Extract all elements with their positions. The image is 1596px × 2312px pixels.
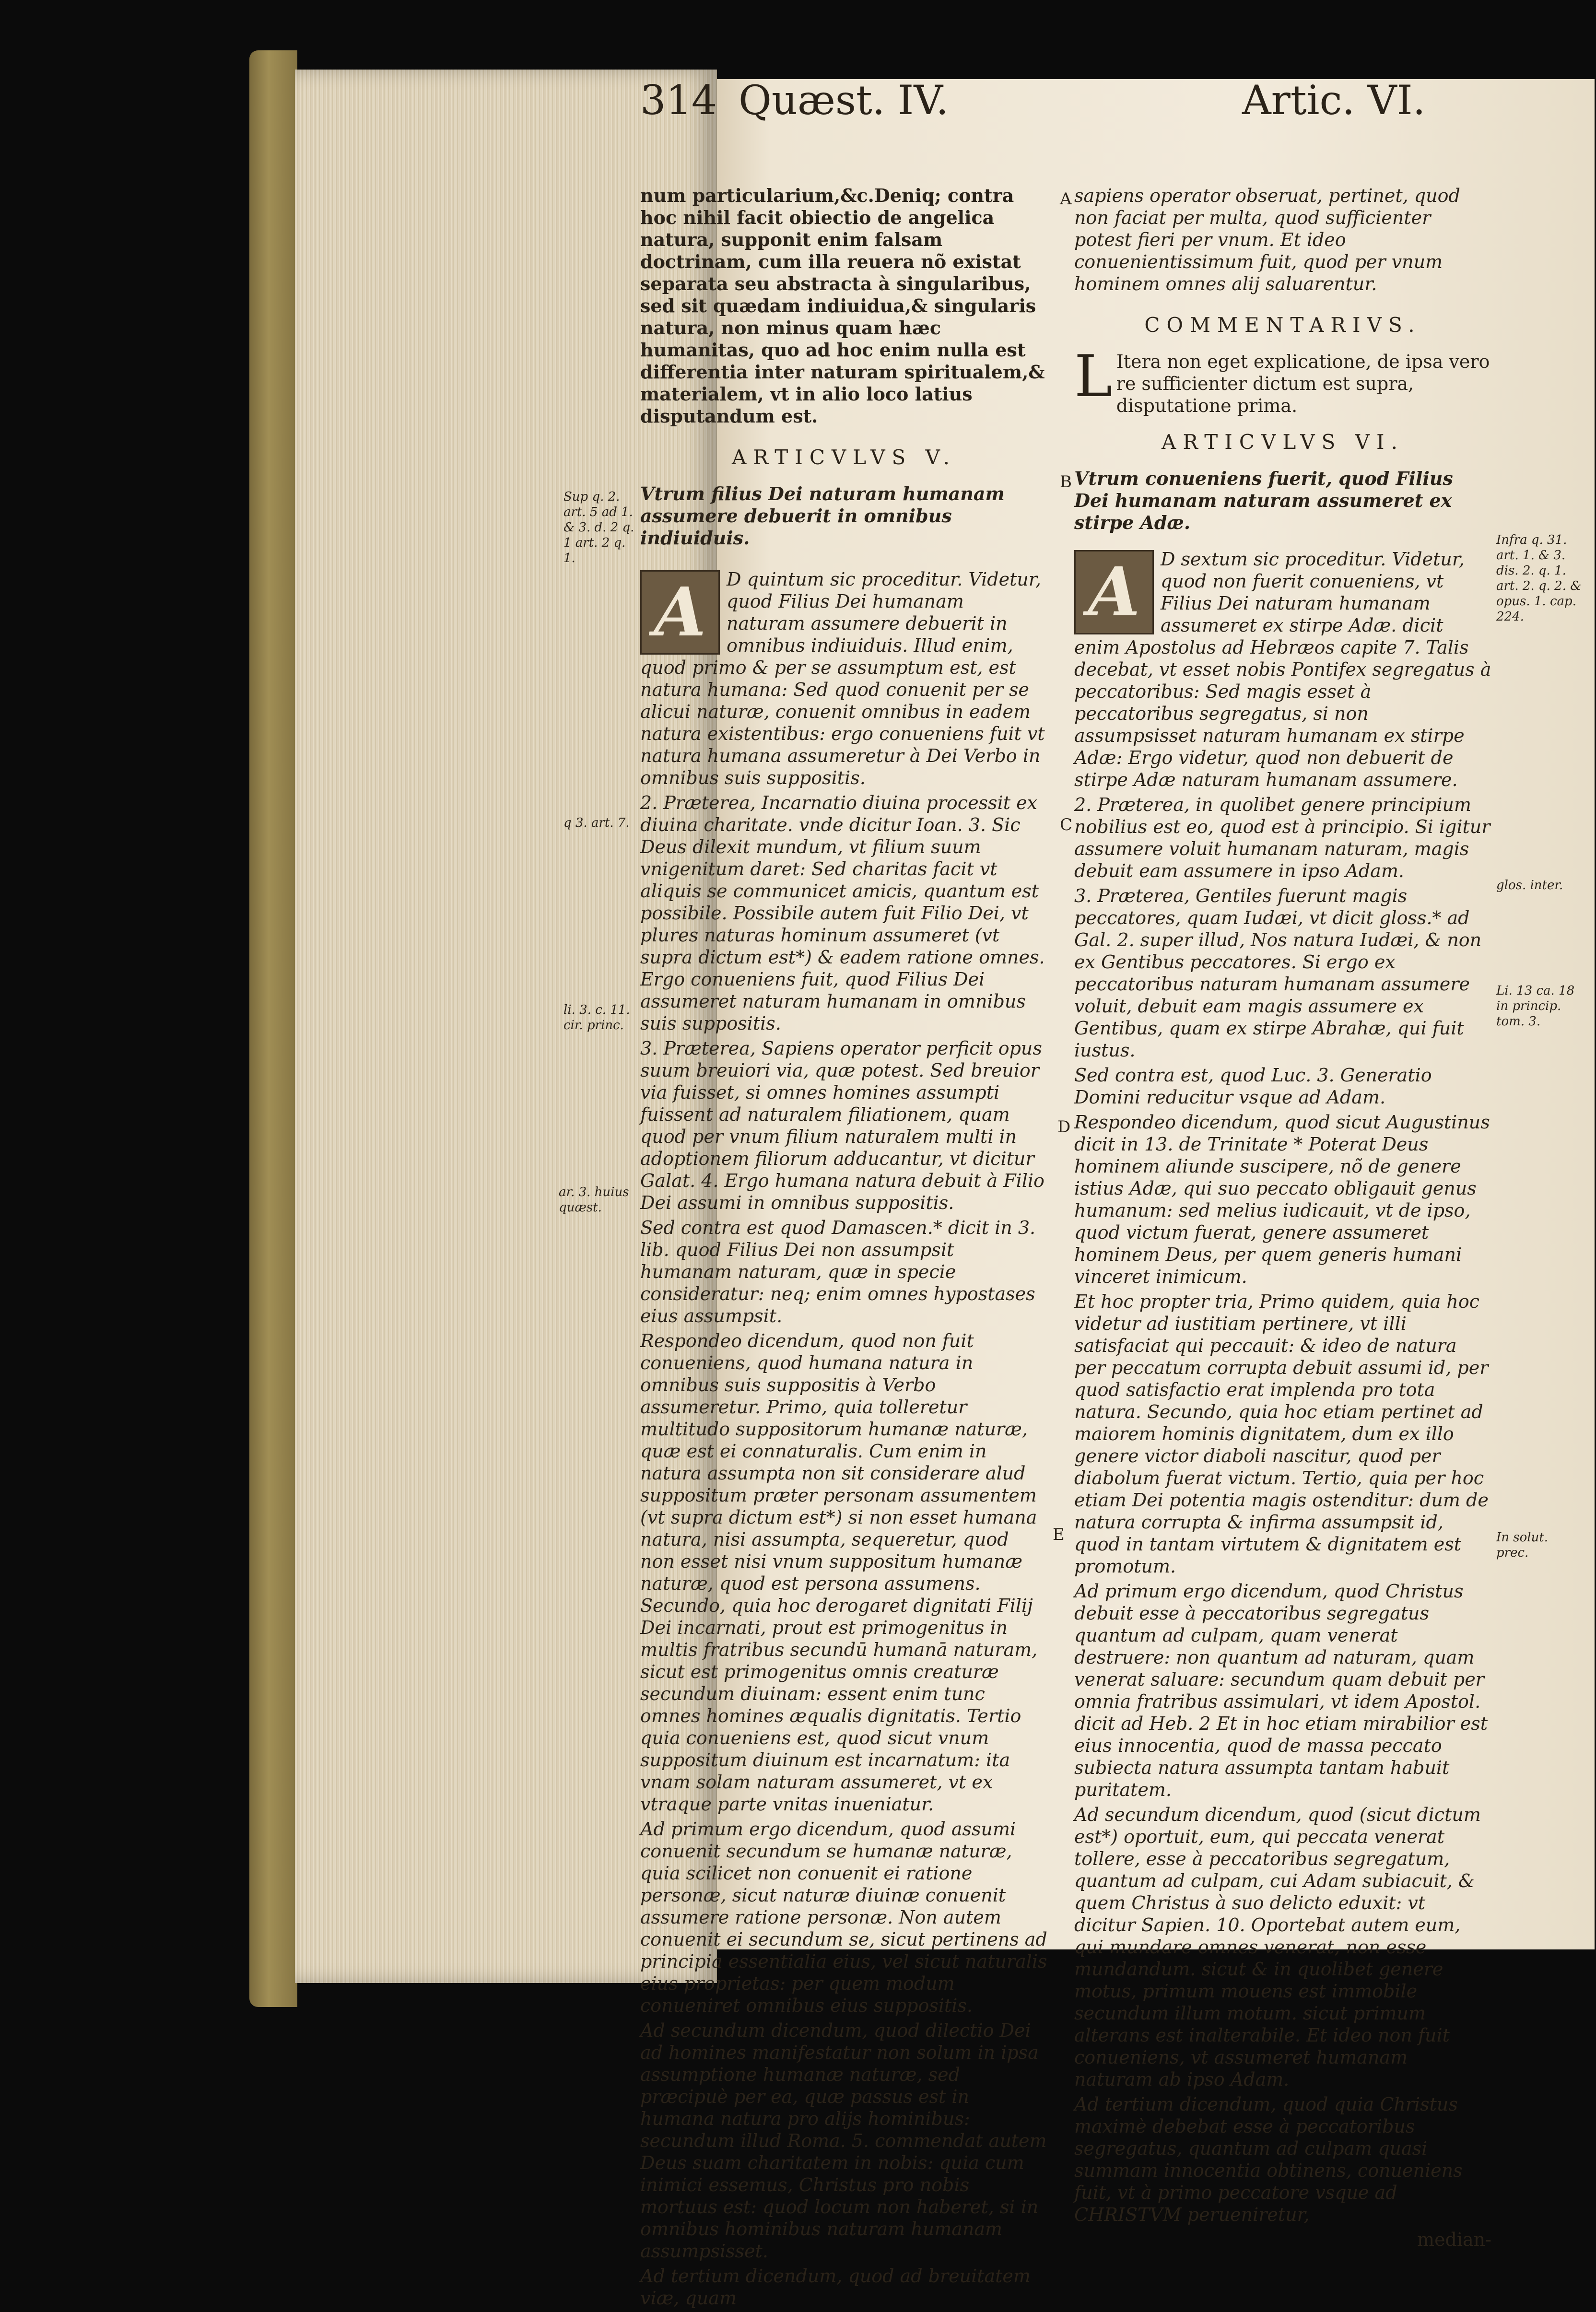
article-6-ad-primum: Ad primum ergo dicendum, quod Christus debuit esse à peccatoribus segregatus quantum ad culpam, quam venerat destruere: non quantum ad naturam, quam venerat saluare: secundum quam debuit per omnia fratribus assimulari, vt idem Apostol. dicit ad Heb. 2 Et in hoc etiam mirabilior est eius innocentia, quod de massa peccato subiecta natura assumpta tantam habuit puritatem.: [1074, 1581, 1488, 1800]
margin-note-left-1: Sup q. 2. art. 5 ad 1. & 3. d. 2 q. 1 art. 2 q. 1.: [563, 490, 634, 565]
section-letter-e: E: [1053, 1525, 1065, 1544]
article-5-sed-contra: Sed contra est quod Damascen.* dicit in 3. lib. quod Filius Dei non assumpsit humanam naturam, quæ in specie consideratur: neq; enim omnes hypostases eius assumpsit.: [640, 1217, 1036, 1326]
section-letter-c: C: [1060, 815, 1073, 834]
article-5-ad-secundum: Ad secundum dicendum, quod dilectio Dei ad homines manifestatur non solum in ipsa assumptione humanæ naturæ, sed præcipuè per ea, quæ passus est in humana natura pro alijs hominibus: secundum illud Roma. 5. commendat autem Deus suam charitatem in nobis: quia cum inimici essemus, Christus pro nobis mortuus est: quod locum non haberet, si in omnibus hominibus naturam humanam assumpsisset.: [640, 2020, 1047, 2262]
article-6-ad-secundum: Ad secundum dicendum, quod (sicut dictum est*) oportuit, eum, qui peccata venerat tollere, esse à peccatoribus segregatum, quantum ad culpam, cui Adam subiacuit, & quem Christus à suo delicto eduxit: vt dicitur Sapien. 10. Oportebat autem eum, qui mundare omnes venerat, non esse mundandum. sicut & in quolibet genere motus, primum mouens est immobile secundum illum motum. sicut primum alterans est inalterabile. Et ideo non fuit conueniens, vt assumeret humanam naturam ab ipso Adam.: [1074, 1804, 1481, 2090]
article-6-et-hoc: Et hoc propter tria, Primo quidem, quia hoc videtur ad iustitiam pertinere, vt illi satisfaciat qui peccauit: & ideo de natura per peccatum corrupta debuit assumi id, per quod satisfactio erat implenda pro tota natura. Secundo, quia hoc etiam pertinet ad maiorem hominis dignitatem, dum ex illo genere victor diaboli nascitur, quod per diabolum fuerat victum. Tertio, quia per hoc etiam Dei potentia magis ostenditur: dum de natura corrupta & infirma assumpsit id, quod in tantam virtutem & dignitatem est promotum.: [1074, 1291, 1489, 1577]
article-5-heading: ARTICVLVS V.: [732, 446, 956, 469]
drop-initial-a: A: [640, 570, 720, 655]
page-number: 314: [640, 77, 717, 124]
article-6-p3: 3. Præterea, Gentiles fuerunt magis peccatores, quam Iudæi, vt dicit gloss.* ad Gal. 2. super illud, Nos natura Iudæi, & non ex Gentibus peccatores. Si ergo ex peccatoribus naturam humanam assumere voluit, debuit eam magis assumere ex Gentibus, quam ex stirpe Abrahæ, qui fuit iustus.: [1074, 885, 1482, 1061]
article-6-respondeo: Respondeo dicendum, quod sicut Augustinus dicit in 13. de Trinitate * Poterat Deus hominem aliunde suscipere, nõ de genere istius Adæ, qui suo peccato obligauit genus humanum: sed melius iudicauit, vt de ipso, quod victum fuerat, genere assumeret hominem Deus, per quem generis humani vinceret inimicum.: [1074, 1112, 1490, 1287]
right-column: [1074, 185, 1491, 2253]
margin-note-right-4: In solut. prec.: [1496, 1530, 1549, 1560]
article-5-ad-tertium: Ad tertium dicendum, quod ad breuitatem viæ, quam: [640, 2265, 1031, 2309]
article-5-p3: 3. Præterea, Sapiens operator perficit opus suum breuiori via, quæ potest. Sed breuior via fuisset, si omnes homines assumpti fuissent ad naturalem filiationem, quam quod per vnum filium naturalem multi in adoptionem filiorum adducantur, vt dicitur Galat. 4. Ergo humana natura debuit à Filio Dei assumi in omnibus suppositis.: [640, 1038, 1044, 1213]
article-6-p1: A D sextum sic proceditur. Videtur, quod non fuerit conueniens, vt Filius Dei naturam humanam assumeret ex stirpe Adæ. dicit enim Apostolus ad Hebræos capite 7. Talis decebat, vt esset nobis Pontifex segregatus à peccatoribus: Sed magis esset à peccatoribus segregatus, si non assumpsisset naturam humanam ex stirpe Adæ: Ergo videtur, quod non debuerit de stirpe Adæ naturam humanam assumere.: [1074, 549, 1491, 790]
catchword: median-: [1417, 2229, 1491, 2250]
margin-note-left-2: q 3. art. 7.: [563, 816, 630, 830]
article-heading-running: Artic. VI.: [1242, 77, 1426, 124]
commentary-initial: L: [1074, 343, 1113, 410]
book-spine-cover: [249, 50, 297, 2007]
left-column: [640, 185, 1048, 2312]
article-5-p1: A D quintum sic proceditur. Videtur, quod Filius Dei humanam naturam assumere debuerit in omnibus indiuiduis. Illud enim, quod primo & per se assumptum est, est natura humana: Sed quod conuenit per se alicui naturæ, conuenit omnibus in eadem natura existentibus: ergo conueniens fuit vt natura humana assumeretur à Dei Verbo in omnibus suis suppositis.: [640, 569, 1045, 788]
article-6-heading: ARTICVLVS VI.: [1162, 430, 1404, 454]
article-6-sed-contra: Sed contra est, quod Luc. 3. Generatio Domini reducitur vsque ad Adam.: [1074, 1065, 1432, 1108]
article-6-p2: 2. Præterea, in quolibet genere principium nobilius est eo, quod est à principio. Si igitur assumere voluit humanam naturam, magis debuit eam assumere in ipso Adam.: [1074, 794, 1490, 881]
section-letter-d: D: [1057, 1117, 1071, 1137]
drop-initial-a-2: A: [1074, 550, 1154, 634]
commentary-text: L Itera non eget explicatione, de ipsa vero re sufficienter dictum est supra, disputatione prima.: [1074, 343, 1490, 416]
right-continuation: sapiens operator obseruat, pertinet, quod non faciat per multa, quod sufficienter potest fieri per vnum. Et ideo conuenientissimum fuit, quod per vnum hominem omnes alij saluarentur.: [1074, 185, 1460, 294]
article-5-title: Vtrum filius Dei naturam humanam assumere debuerit in omnibus indiuiduis.: [640, 483, 1005, 549]
article-5-p2: 2. Præterea, Incarnatio diuina processit ex diuina charitate. vnde dicitur Ioan. 3. Sic Deus dilexit mundum, vt filium suum vnigenitum daret: Sed charitas facit vt aliquis se communicet amicis, quantum est possibile. Possibile autem fuit Filio Dei, vt plures naturas hominum assumeret (vt supra dictum est*) & eadem ratione omnes. Ergo conueniens fuit, quod Filius Dei assumeret naturam humanam in omnibus suis suppositis.: [640, 792, 1045, 1034]
commentary-heading: COMMENTARIVS.: [1144, 313, 1421, 337]
margin-note-left-4: ar. 3. huius quæst.: [559, 1185, 629, 1215]
section-letter-a: A: [1060, 189, 1072, 209]
margin-note-left-3: li. 3. c. 11. cir. princ.: [563, 1003, 630, 1033]
margin-note-right-1: Infra q. 31. art. 1. & 3. dis. 2. q. 1. art. 2. q. 2. & opus. 1. cap. 224.: [1496, 533, 1582, 624]
question-heading: Quæst. IV.: [739, 77, 949, 124]
margin-note-right-3: Li. 13 ca. 18 in princip. tom. 3.: [1496, 984, 1575, 1029]
left-intro: num particularium,&c.Deniq; contra hoc nihil facit obiectio de angelica natura, supponit enim falsam doctrinam, cum illa reuera nõ existat separata seu abstracta à singularibus, sed sit quædam indiuidua,& singularis natura, non minus quam hæc humanitas, quo ad hoc enim nulla est differentia inter naturam spiritualem,& materialem, vt in alio loco latius disputandum est.: [640, 185, 1045, 427]
article-6-title: Vtrum conueniens fuerit, quod Filius Dei humanam naturam assumeret ex stirpe Adæ.: [1074, 468, 1453, 533]
article-5-ad-primum: Ad primum ergo dicendum, quod assumi conuenit secundum se humanæ naturæ, quia scilicet non conuenit ei ratione personæ, sicut naturæ diuinæ conuenit assumere ratione personæ. Non autem conuenit ei secundum se, sicut pertinens ad principia essentialia eius, vel sicut naturalis eius proprietas: per quem modum conueniret omnibus eius suppositis.: [640, 1819, 1047, 2016]
article-5-respondeo: Respondeo dicendum, quod non fuit conueniens, quod humana natura in omnibus suis suppositis à Verbo assumeretur. Primo, quia tolleretur multitudo suppositorum humanæ naturæ, quæ est ei connaturalis. Cum enim in natura assumpta non sit considerare alud suppositum præter personam assumentem (vt supra dictum est*) si non esset humana natura, nisi assumpta, sequeretur, quod non esset nisi vnum suppositum humanæ naturæ, quod est persona assumens. Secundo, quia hoc derogaret dignitati Filij Dei incarnati, prout est primogenitus in multis fratribus secundū humanā naturam, sicut est primogenitus omnis creaturæ secundum diuinam: essent enim tunc omnes homines æqualis dignitatis. Tertio quia conueniens est, quod sicut vnum suppositum diuinum est incarnatum: ita vnam solam naturam assumeret, vt ex vtraque parte vnitas inueniatur.: [640, 1330, 1038, 1815]
section-letter-b: B: [1060, 472, 1072, 492]
margin-note-right-2: glos. inter.: [1496, 878, 1563, 892]
article-6-ad-tertium: Ad tertium dicendum, quod quia Christus maximè debebat esse à peccatoribus segregatus, quantum ad culpam quasi summam innocentia obtinens, conueniens fuit, vt à primo peccatore vsque ad CHRISTVM perueniretur,: [1074, 2094, 1463, 2225]
